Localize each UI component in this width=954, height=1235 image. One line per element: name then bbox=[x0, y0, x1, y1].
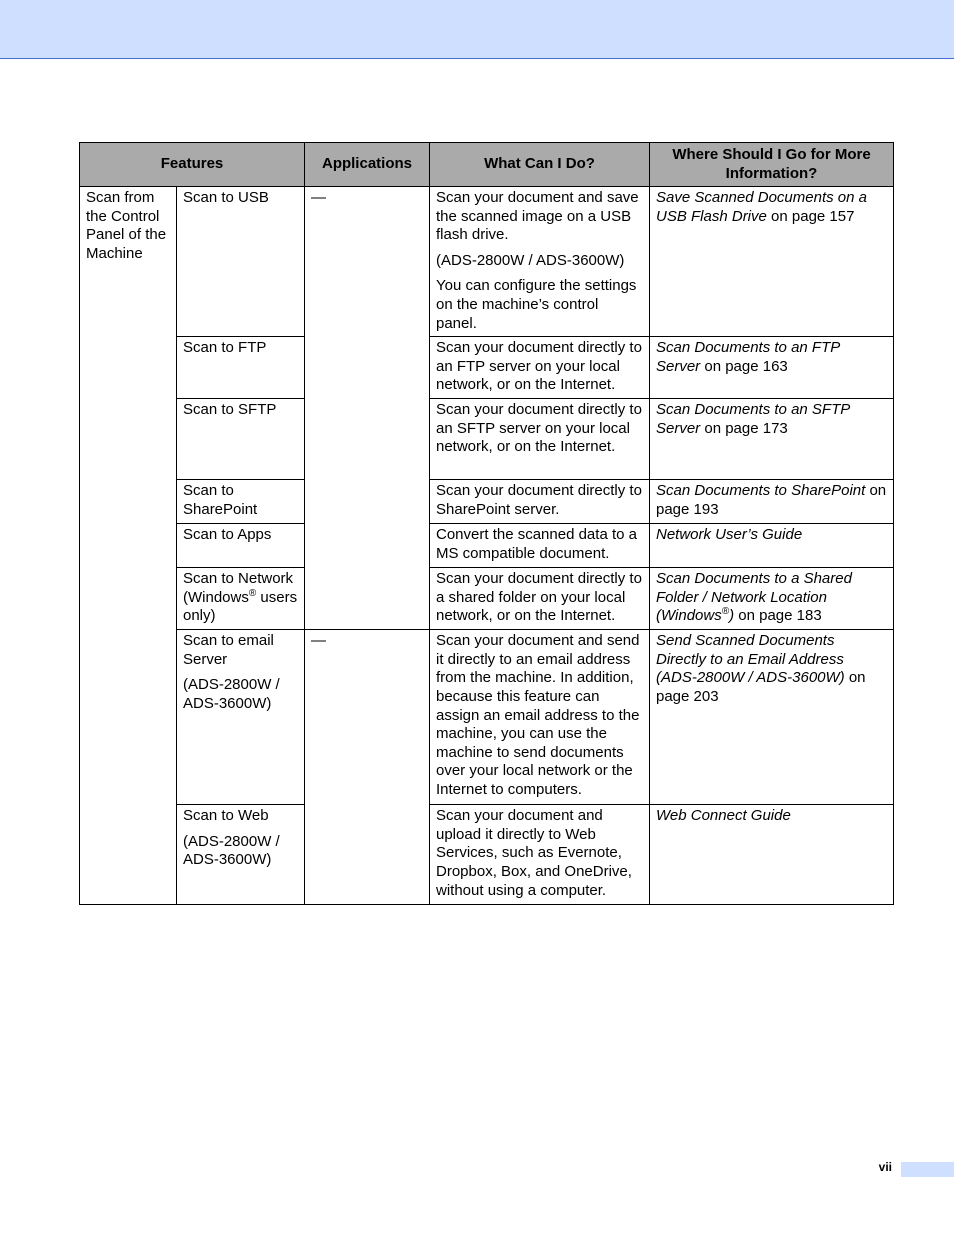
application-name: Scan to SFTP bbox=[183, 401, 277, 419]
what-cell bbox=[430, 399, 650, 480]
where-link[interactable]: Network User’s Guide bbox=[656, 526, 803, 544]
table-row bbox=[80, 480, 894, 524]
what-text: Scan your document directly to SharePoint server. bbox=[436, 482, 642, 518]
where-cell bbox=[650, 399, 894, 480]
registered-mark: ® bbox=[248, 587, 257, 599]
registered-mark: ® bbox=[721, 606, 730, 618]
application-cell bbox=[177, 805, 305, 905]
where-link[interactable]: Web Connect Guide bbox=[656, 807, 791, 825]
header-applications: Applications bbox=[305, 143, 430, 187]
table-row bbox=[80, 568, 894, 630]
applications-dash-cell bbox=[305, 187, 430, 630]
where-page: on page 173 bbox=[700, 419, 788, 437]
table-row bbox=[80, 630, 894, 805]
table-row bbox=[80, 805, 894, 905]
table-row bbox=[80, 337, 894, 399]
header-band bbox=[0, 0, 954, 59]
application-cell bbox=[177, 630, 305, 805]
where-page: on page 193 bbox=[656, 482, 887, 518]
table-row bbox=[80, 524, 894, 568]
what-text: Scan your document and save the scanned image on a USB flash drive. bbox=[436, 189, 639, 244]
what-text: Scan your document and upload it directly to Web Services, such as Evernote, Dropbox, Box, and OneDrive, without using a computer. bbox=[436, 807, 632, 899]
applications-dash-cell bbox=[305, 630, 430, 905]
page-number: vii bbox=[878, 1160, 892, 1174]
page-tab-marker bbox=[901, 1162, 954, 1177]
feature-group-text: Scan from the Control Panel of the Machine bbox=[86, 189, 167, 262]
table-row bbox=[80, 187, 894, 337]
what-cell bbox=[430, 524, 650, 568]
application-models: (ADS-2800W / ADS-3600W) bbox=[183, 832, 280, 869]
where-page: on page 203 bbox=[656, 669, 866, 705]
where-cell bbox=[650, 524, 894, 568]
what-note: You can configure the settings on the machine’s control panel. bbox=[436, 277, 637, 332]
application-name: Scan to email Server bbox=[183, 632, 274, 668]
application-cell bbox=[177, 399, 305, 480]
where-page: on page 163 bbox=[700, 357, 788, 375]
where-link[interactable]: Save Scanned Documents on a USB Flash Drive bbox=[656, 189, 867, 225]
what-cell bbox=[430, 630, 650, 805]
where-link[interactable]: Scan Documents to an FTP Server bbox=[656, 339, 840, 375]
what-text: Scan your document directly to an FTP server on your local network, or on the Internet. bbox=[436, 339, 642, 394]
where-link-close: ) bbox=[729, 607, 735, 625]
application-qualifier: users only) bbox=[183, 588, 298, 625]
where-page: on page 157 bbox=[766, 207, 855, 225]
where-cell bbox=[650, 480, 894, 524]
what-cell bbox=[430, 568, 650, 630]
application-name: Scan to Web bbox=[183, 807, 269, 825]
table-header-row bbox=[80, 143, 894, 187]
application-name: Scan to USB bbox=[183, 189, 269, 206]
application-models: (ADS-2800W / ADS-3600W) bbox=[183, 676, 280, 712]
what-cell bbox=[430, 805, 650, 905]
where-link[interactable]: Scan Documents to a Shared Folder / Network Location (Windows bbox=[656, 570, 852, 625]
table-row bbox=[80, 399, 894, 480]
where-cell bbox=[650, 630, 894, 805]
where-cell bbox=[650, 805, 894, 905]
what-cell bbox=[430, 337, 650, 399]
what-text: Convert the scanned data to a MS compatible document. bbox=[436, 526, 637, 562]
header-features: Features bbox=[80, 143, 305, 187]
application-cell bbox=[177, 568, 305, 630]
where-cell bbox=[650, 187, 894, 337]
application-cell bbox=[177, 337, 305, 399]
feature-group-cell bbox=[80, 187, 177, 905]
features-table bbox=[79, 142, 894, 905]
what-text: Scan your document and send it directly to an email address from the machine. In addition, because this feature can assign an email address to the machine, you can use the machine to send documents over your local network or the Internet to computers. bbox=[436, 632, 640, 798]
application-name: Scan to Apps bbox=[183, 526, 272, 544]
applications-dash: — bbox=[311, 632, 326, 650]
application-name: Scan to Network (Windows bbox=[183, 570, 294, 606]
application-cell bbox=[177, 524, 305, 568]
applications-dash: — bbox=[311, 189, 326, 206]
application-cell bbox=[177, 187, 305, 337]
header-where-more-info: Where Should I Go for More Information? bbox=[650, 143, 894, 187]
where-cell bbox=[650, 568, 894, 630]
application-name: Scan to FTP bbox=[183, 339, 267, 357]
where-page: on page 183 bbox=[734, 607, 822, 625]
what-text: Scan your document directly to an SFTP server on your local network, or on the Internet. bbox=[436, 401, 642, 456]
where-link[interactable]: Scan Documents to an SFTP Server bbox=[656, 401, 850, 437]
what-text: Scan your document directly to a shared folder on your local network, or on the Internet. bbox=[436, 570, 642, 625]
where-link[interactable]: Scan Documents to SharePoint bbox=[656, 482, 866, 500]
header-what-can-i-do: What Can I Do? bbox=[430, 143, 650, 187]
what-models: (ADS-2800W / ADS-3600W) bbox=[436, 251, 625, 269]
where-link[interactable]: Send Scanned Documents Directly to an Email Address (ADS-2800W / ADS-3600W) bbox=[656, 632, 845, 687]
where-cell bbox=[650, 337, 894, 399]
what-cell bbox=[430, 187, 650, 337]
what-cell bbox=[430, 480, 650, 524]
application-cell bbox=[177, 480, 305, 524]
application-name: Scan to SharePoint bbox=[183, 482, 258, 518]
